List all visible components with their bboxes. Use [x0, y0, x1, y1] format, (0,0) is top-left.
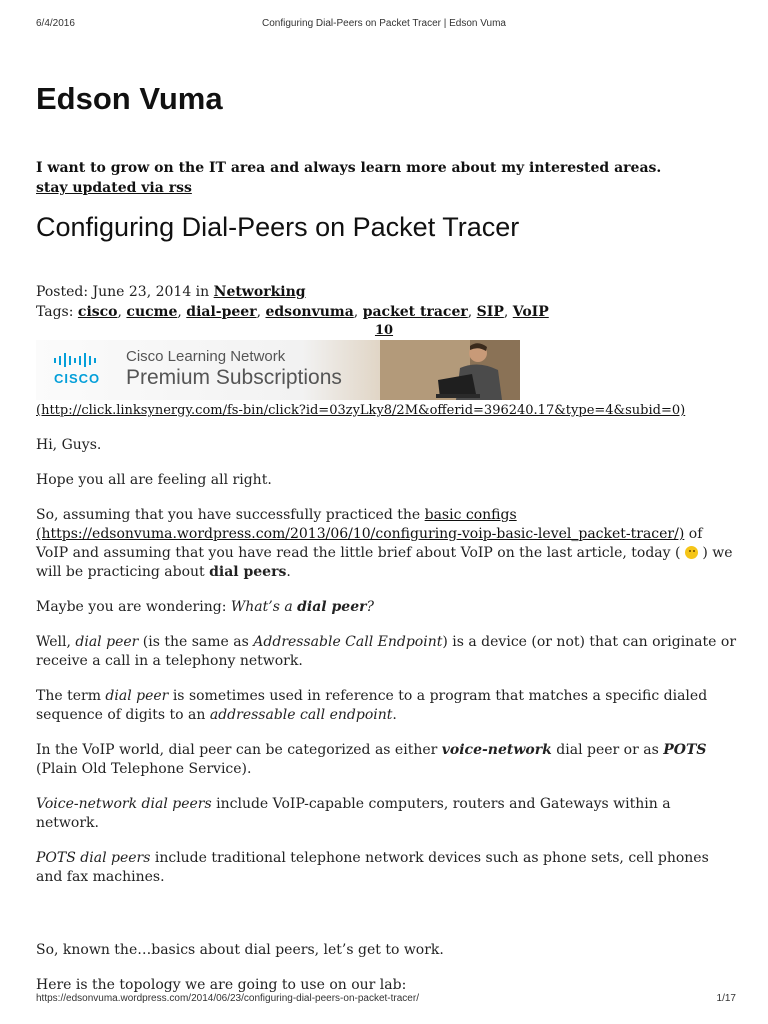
text-run: ) we will be practicing about [36, 545, 733, 580]
italic-text: Addressable Call Endpoint [253, 634, 443, 650]
text-run: (Plain Old Telephone Service). [36, 761, 252, 777]
italic-text: addressable call endpoint [209, 707, 393, 723]
cisco-wordmark: CISCO [54, 371, 101, 386]
page-number: 1/17 [716, 993, 736, 1004]
print-date: 6/4/2016 [36, 18, 75, 29]
paragraph: So, known the…basics about dial peers, let’s get to work. [36, 942, 444, 958]
tags-label: Tags: [36, 304, 74, 320]
tag-link[interactable]: edsonvuma [265, 304, 354, 320]
paragraph [36, 687, 736, 725]
tags-line: Tags: cisco, cucme, dial-peer, edsonvuma, packet tracer, SIP, VoIP [36, 304, 549, 320]
site-tagline [36, 158, 736, 198]
italic-text: POTS dial peers [36, 850, 151, 866]
paragraph [36, 741, 736, 779]
tag-link[interactable]: cucme [126, 304, 178, 320]
print-footer [0, 993, 768, 1007]
rss-link[interactable]: stay updated via rss [36, 180, 192, 196]
text-run: dial peer or as [551, 742, 664, 758]
text-run: Maybe you are wondering: [36, 599, 231, 615]
bold-text: dial peers [209, 564, 287, 580]
italic-text: What’s a [230, 599, 298, 615]
post-title: Configuring Dial-Peers on Packet Tracer [36, 212, 520, 242]
paragraph [36, 598, 736, 617]
posted-label: Posted: June 23, 2014 in [36, 284, 210, 300]
paragraph: Hope you all are feeling all right. [36, 472, 272, 488]
ad-url [36, 402, 736, 420]
tag-link[interactable]: SIP [476, 304, 504, 320]
text-run: include VoIP-capable computers, routers and Gateways within a network. [36, 796, 671, 831]
bold-italic-text: dial peer [297, 599, 367, 615]
print-title: Configuring Dial-Peers on Packet Tracer | Edson Vuma [261, 18, 506, 29]
posted-line [36, 282, 736, 302]
tag-link[interactable]: dial-peer [186, 304, 257, 320]
cisco-bars-icon [54, 352, 114, 368]
page-content [36, 80, 736, 995]
tagline-text: I want to grow on the IT area and always learn more about my interested areas. [36, 160, 662, 176]
comment-count [36, 322, 732, 340]
text-run: So, assuming that you have successfully practiced the [36, 507, 425, 523]
tag-link[interactable]: cisco [77, 304, 118, 320]
cisco-logo [54, 352, 114, 392]
tag-link[interactable]: packet tracer [362, 304, 468, 320]
tag-link[interactable]: VoIP [512, 304, 549, 320]
paragraph [36, 506, 736, 582]
comment-count-link[interactable]: 10 [374, 323, 394, 338]
text-run: The term [36, 688, 106, 704]
text-run: Well, [36, 634, 76, 650]
italic-text: Voice-network dial peers [36, 796, 212, 812]
ad-banner[interactable] [36, 340, 520, 400]
paragraph [36, 633, 736, 671]
italic-text: dial peer [75, 634, 139, 650]
bold-italic-text: voice-network [441, 742, 552, 758]
paragraph: Here is the topology we are going to use on our lab: [36, 977, 407, 993]
paragraph [36, 795, 736, 833]
text-run: . [392, 707, 397, 723]
ad-url-link[interactable]: (http://click.linksynergy.com/fs-bin/click?id=03zyLky8/2M&offerid=396240.17&type=4&subid=0) [36, 403, 686, 418]
person-laptop-icon [380, 340, 520, 400]
italic-text: ? [366, 599, 374, 615]
text-run: . [286, 564, 291, 580]
category-link[interactable]: Networking [213, 284, 306, 300]
ad-line1: Cisco Learning Network [126, 348, 286, 365]
print-url: https://edsonvuma.wordpress.com/2014/06/23/configuring-dial-peers-on-packet-tracer/ [36, 993, 419, 1004]
italic-text: dial peer [105, 688, 169, 704]
text-run: is sometimes used in reference to a program that matches a specific dialed sequence of digits to an [36, 688, 708, 723]
paragraph [36, 849, 736, 887]
text-run: include traditional telephone network devices such as phone sets, cell phones and fax machines. [36, 850, 709, 885]
text-run: (is the same as [138, 634, 254, 650]
site-title[interactable]: Edson Vuma [36, 81, 223, 116]
post-meta [36, 282, 736, 322]
paragraph: Hi, Guys. [36, 437, 102, 453]
ad-line2: Premium Subscriptions [126, 366, 342, 389]
bold-italic-text: POTS [663, 742, 707, 758]
text-run: ) is a device (or not) that can originate or receive a call in a telephony network. [36, 634, 737, 669]
text-run: of VoIP and assuming that you have read the little brief about VoIP on the last article, today ( [36, 526, 703, 561]
text-run: In the VoIP world, dial peer can be categorized as either [36, 742, 442, 758]
smiley-icon [685, 546, 698, 559]
print-header [0, 18, 768, 32]
basic-configs-link[interactable]: basic configs (https://edsonvuma.wordpress.com/2013/06/10/configuring-voip-basic-level_packet-tracer/) [36, 507, 685, 542]
